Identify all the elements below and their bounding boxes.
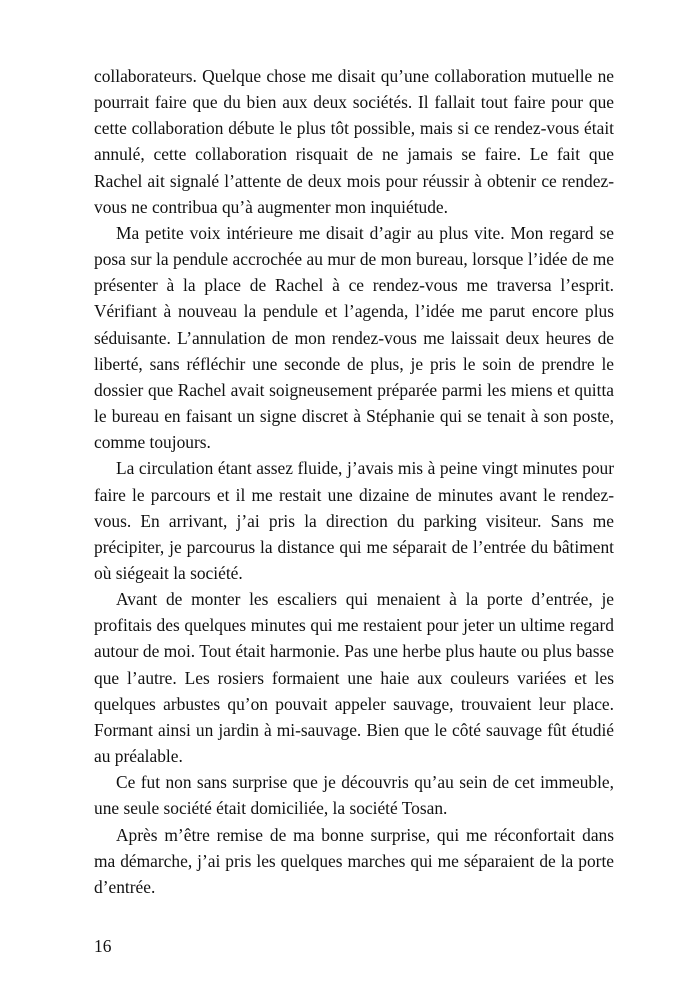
paragraph-6: Après m’être remise de ma bonne surprise, qui me réconfortait dans ma démarche, j’ai pris les quelques marches qui me séparaient de la porte d’entrée. [94,824,614,897]
page-number: 16 [94,936,112,956]
paragraph-2: Ma petite voix intérieure me disait d’agir au plus vite. Mon regard se posa sur la pendule accrochée au mur de mon bureau, lorsque l’idée de me présenter à la place de Rachel à ce rendez-vous me traversa l’esprit. Vérifiant à nouveau la pendule et l’agenda, l’idée me parut encore plus séduisante. L’annulation de mon rendez-vous me laissait deux heures de liberté, sans réfléchir une seconde de plus, je pris le soin de prendre le dossier que Rachel avait soigneusement préparée parmi les miens et quitta le bureau en faisant un signe discret à Stéphanie qui se tenait à son poste, comme toujours. [94,222,614,453]
page-body [94,63,614,900]
paragraph-1: collaborateurs. Quelque chose me disait qu’une collaboration mutuelle ne pourrait faire que du bien aux deux sociétés. Il fallait tout faire pour que cette collaboration débute le plus tôt possible, mais si ce rendez-vous était annulé, cette collaboration risquait de ne jamais se faire. Le fait que Rachel ait signalé l’attente de deux mois pour réussir à obtenir ce rendez-vous ne contribua qu’à augmenter mon inquiétude. [94,66,614,217]
paragraph-4: Avant de monter les escaliers qui menaient à la porte d’entrée, je profitais des quelques minutes qui me restaient pour jeter un ultime regard autour de moi. Tout était harmonie. Pas une herbe plus haute ou plus basse que l’autre. Les rosiers formaient une haie aux couleurs variées et les quelques arbustes qu’on pouvait appeler sauvage, trouvaient leur place. Formant ainsi un jardin à mi-sauvage. Bien que le côté sauvage fût étudié au préalable. [94,589,614,767]
paragraph-3: La circulation étant assez fluide, j’avais mis à peine vingt minutes pour faire le parcours et il me restait une dizaine de minutes avant le rendez-vous. En arrivant, j’ai pris la direction du parking visiteur. Sans me précipiter, je parcourus la distance qui me séparait de l’entrée du bâtiment où siégeait la société. [94,458,614,583]
paragraph-5: Ce fut non sans surprise que je découvris qu’au sein de cet immeuble, une seule société était domiciliée, la société Tosan. [94,772,614,819]
